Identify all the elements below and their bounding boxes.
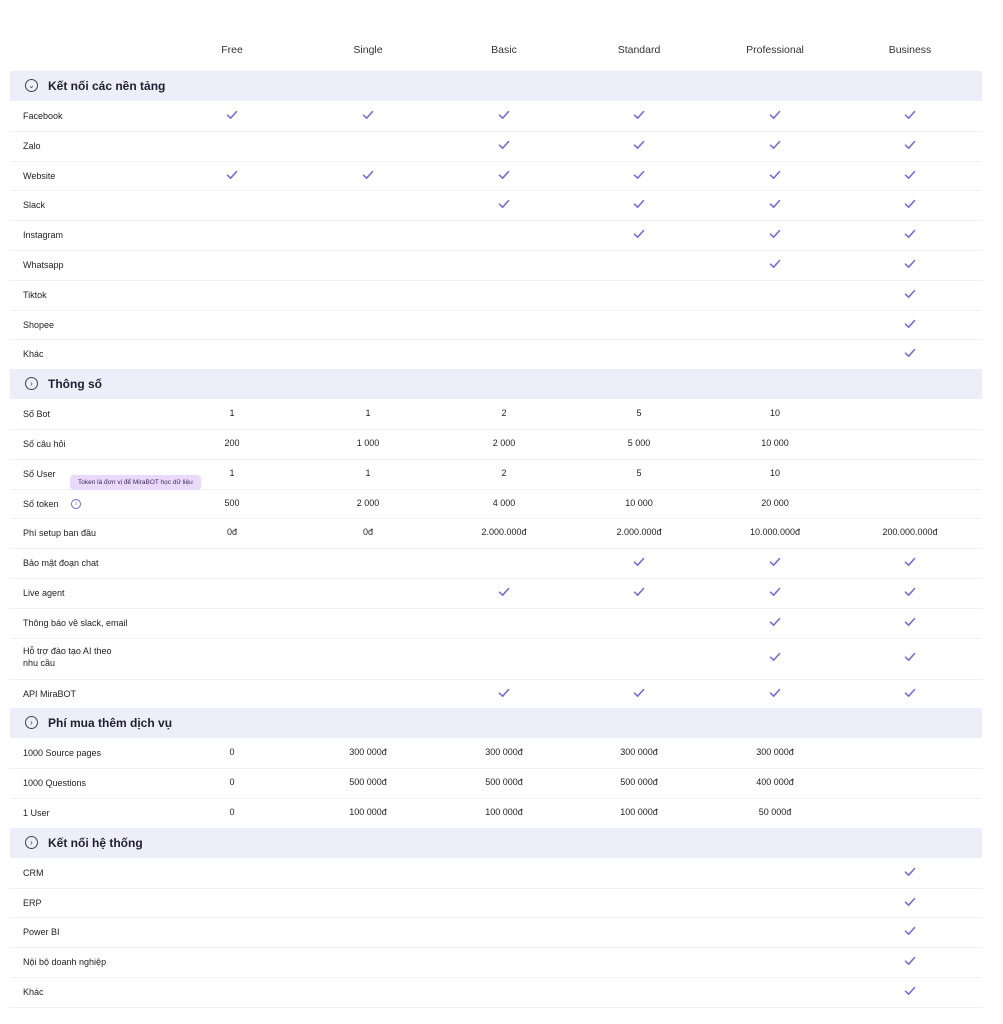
cell-free: 1: [229, 408, 235, 419]
plan-name-business: Business: [888, 44, 932, 56]
check-icon: [444, 198, 564, 212]
row-label: Zalo: [23, 140, 41, 151]
check-icon: [444, 586, 564, 600]
check-icon: [850, 109, 970, 123]
plan-name-professional: Professional: [746, 44, 804, 56]
plan-name-standard: Standard: [617, 44, 661, 56]
cell-free: 200: [224, 438, 240, 448]
check-icon: [444, 169, 564, 183]
section-title: Phí mua thêm dịch vụ: [48, 716, 173, 731]
check-icon: [444, 687, 564, 701]
check-icon: [444, 109, 564, 123]
cell-standard: 5 000: [627, 438, 651, 448]
info-icon[interactable]: i: [71, 499, 81, 509]
check-icon: [715, 198, 835, 212]
check-icon: [172, 109, 292, 123]
cell-single: 500 000đ: [349, 777, 387, 788]
check-icon: [715, 586, 835, 600]
check-icon: [715, 228, 835, 242]
cell-single: 2 000: [356, 497, 380, 508]
check-icon: [850, 896, 970, 910]
cell-single: 1: [365, 467, 371, 478]
cell-basic: 2.000.000đ: [481, 527, 527, 538]
check-icon: [715, 109, 835, 123]
table-row: [10, 429, 982, 460]
cell-basic: 300 000đ: [485, 747, 523, 758]
check-icon: [715, 169, 835, 183]
row-label: Bảo mật đoạn chat: [23, 558, 99, 569]
check-icon: [715, 651, 835, 665]
row-label: ERP: [23, 897, 42, 908]
token-tooltip: Token là đơn vị để MiraBOT học dữ liệu: [70, 475, 201, 490]
cell-business: 200.000.000đ: [882, 527, 938, 538]
cell-professional: 20 000: [761, 497, 789, 508]
check-icon: [579, 556, 699, 570]
plan-header-row: [0, 36, 1003, 66]
cell-single: 1: [365, 408, 371, 419]
check-icon: [308, 109, 428, 123]
cell-standard: 500 000đ: [620, 777, 658, 788]
row-label: Nội bộ doanh nghiệp: [23, 957, 107, 968]
check-icon: [715, 687, 835, 701]
cell-basic: 2: [501, 467, 507, 478]
check-icon: [850, 169, 970, 183]
check-icon: [850, 198, 970, 212]
row-label: Số User: [23, 468, 56, 479]
check-icon: [579, 687, 699, 701]
row-label: Website: [23, 170, 56, 181]
chevron-down-circle-icon[interactable]: ⌄: [25, 79, 38, 92]
table-row: [10, 220, 982, 251]
table-row: [10, 489, 982, 520]
cell-free: 0đ: [226, 527, 237, 538]
table-row: [10, 131, 982, 162]
table-row: [10, 190, 982, 221]
cell-basic: 100 000đ: [485, 807, 523, 817]
table-row: [10, 608, 982, 639]
cell-single: 300 000đ: [349, 747, 387, 758]
check-icon: [850, 651, 970, 665]
cell-professional: 10: [769, 467, 780, 478]
section-title: Kết nối hệ thống: [48, 835, 143, 850]
check-icon: [715, 258, 835, 272]
check-icon: [850, 318, 970, 332]
check-icon: [850, 228, 970, 242]
row-label: Slack: [23, 200, 46, 211]
table-row: [10, 858, 982, 889]
check-icon: [850, 985, 970, 999]
section-header[interactable]: [10, 71, 982, 101]
check-icon: [850, 866, 970, 880]
cell-professional: 300 000đ: [756, 747, 794, 758]
chevron-right-circle-icon[interactable]: ›: [25, 377, 38, 390]
table-row: [10, 548, 982, 579]
cell-free: 0: [229, 777, 235, 788]
check-icon: [850, 616, 970, 630]
table-row: [10, 977, 982, 1008]
row-label: 1000 Questions: [23, 778, 87, 789]
check-icon: [850, 347, 970, 361]
row-label: Shopee: [23, 319, 55, 330]
table-row: [10, 638, 982, 680]
cell-standard: 100 000đ: [620, 807, 658, 817]
section-header[interactable]: [10, 369, 982, 399]
cell-single: 1 000: [356, 438, 380, 448]
check-icon: [579, 169, 699, 183]
cell-free: 1: [229, 467, 235, 478]
cell-standard: 2.000.000đ: [616, 527, 662, 538]
row-label: API MiraBOT: [23, 688, 77, 699]
cell-basic: 2: [501, 408, 507, 419]
check-icon: [308, 169, 428, 183]
cell-single: 100 000đ: [349, 807, 387, 817]
plan-name-basic: Basic: [491, 44, 517, 56]
table-row: [10, 280, 982, 311]
check-icon: [579, 198, 699, 212]
check-icon: [579, 139, 699, 153]
check-icon: [850, 556, 970, 570]
section-header[interactable]: [10, 708, 982, 738]
check-icon: [850, 139, 970, 153]
cell-free: 500: [224, 497, 240, 508]
row-label: Instagram: [23, 230, 64, 241]
table-row: [10, 917, 982, 948]
plan-name-single: Single: [353, 44, 383, 56]
row-label: Power BI: [23, 927, 60, 938]
row-label: Facebook: [23, 111, 63, 121]
check-icon: [579, 228, 699, 242]
cell-single: 0đ: [362, 527, 373, 538]
table-row: [10, 888, 982, 919]
row-label: Số token: [23, 498, 59, 509]
check-icon: [850, 955, 970, 969]
table-row: [10, 310, 982, 341]
table-row: [10, 339, 982, 370]
table-row: [10, 738, 982, 769]
row-label: Tiktok: [23, 289, 47, 300]
section-title: Kết nối các nền tảng: [48, 79, 166, 93]
cell-basic: 500 000đ: [485, 777, 523, 788]
table-row: [10, 798, 982, 829]
row-label: Thông báo về slack, email: [23, 617, 128, 628]
cell-free: 0: [229, 807, 235, 817]
row-label: CRM: [23, 867, 44, 878]
cell-professional: 400 000đ: [756, 777, 794, 788]
cell-professional: 10: [769, 408, 780, 419]
row-label: 1000 Source pages: [23, 748, 102, 759]
check-icon: [444, 139, 564, 153]
row-label: Hỗ trợ đào tạo AI theo nhu cầu: [23, 645, 112, 668]
table-row: [10, 679, 982, 710]
cell-professional: 10.000.000đ: [749, 527, 801, 538]
cell-basic: 2 000: [492, 438, 516, 448]
row-label: Số Bot: [23, 409, 51, 420]
cell-standard: 5: [636, 408, 642, 419]
check-icon: [715, 616, 835, 630]
check-icon: [579, 109, 699, 123]
table-row: [10, 250, 982, 281]
table-row: [10, 101, 982, 132]
check-icon: [850, 687, 970, 701]
plan-name-free: Free: [221, 44, 243, 56]
cell-standard: 10 000: [625, 497, 653, 508]
row-label: Khác: [23, 987, 44, 997]
table-row: [10, 947, 982, 978]
chevron-right-circle-icon[interactable]: ›: [25, 836, 38, 849]
check-icon: [850, 586, 970, 600]
cell-standard: 300 000đ: [620, 747, 658, 758]
section-title: Thông số: [48, 377, 102, 392]
row-label: Phí setup ban đầu: [23, 528, 97, 539]
cell-basic: 4 000: [492, 497, 516, 508]
section-header[interactable]: [10, 828, 982, 858]
table-row: [10, 768, 982, 799]
cell-professional: 10 000: [761, 438, 789, 448]
check-icon: [850, 288, 970, 302]
table-row: [10, 399, 982, 430]
cell-professional: 50 000đ: [758, 807, 792, 817]
cell-standard: 5: [636, 467, 642, 478]
check-icon: [715, 139, 835, 153]
table-row: [10, 161, 982, 192]
cell-free: 0: [229, 747, 235, 758]
row-label: Khác: [23, 349, 44, 360]
check-icon: [850, 925, 970, 939]
row-label: Whatsapp: [23, 260, 64, 270]
row-label: Live agent: [23, 588, 65, 598]
row-label: Số câu hỏi: [23, 439, 66, 449]
check-icon: [850, 258, 970, 272]
check-icon: [715, 556, 835, 570]
check-icon: [172, 169, 292, 183]
table-row: [10, 518, 982, 549]
chevron-right-circle-icon[interactable]: ›: [25, 716, 38, 729]
check-icon: [579, 586, 699, 600]
row-label: 1 User: [23, 808, 50, 818]
table-row: [10, 578, 982, 609]
